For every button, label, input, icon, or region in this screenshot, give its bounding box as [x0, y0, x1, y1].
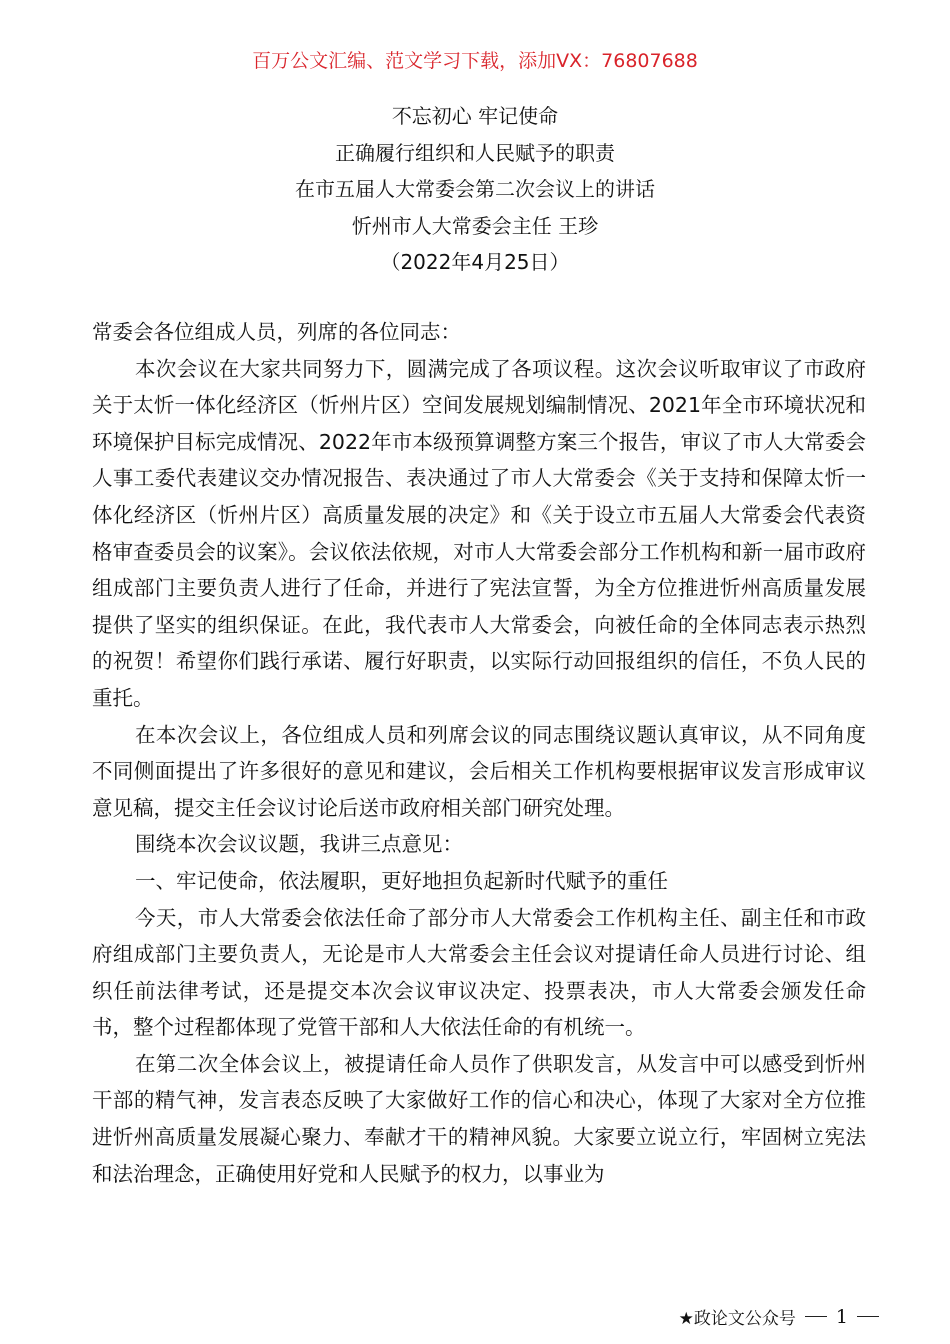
title-line-2: 正确履行组织和人民赋予的职责 — [335, 140, 615, 165]
title-line-3: 在市五届人大常委会第二次会议上的讲话 — [295, 177, 655, 201]
paragraph: 围绕本次会议议题，我讲三点意见： — [135, 832, 463, 857]
section-heading: 一、牢记使命，依法履职，更好地担负起新时代赋予的重任 — [135, 868, 668, 893]
footer-dash-left — [805, 1316, 827, 1317]
page-number: 1 — [835, 1305, 848, 1328]
speaker-line: 忻州市人大常委会主任 王珍 — [351, 213, 599, 238]
footer-dash-right — [857, 1316, 879, 1317]
page-footer — [679, 1304, 888, 1329]
paragraph: 在本次会议上，各位组成人员和列席会议的同志围绕议题认真审议，从不同角度不同侧面提出了许多很好的意见和建议，会后相关工作机构要根据审议发言形成审议意见稿，提交主任会议讨论后送市政府相关部门研究处理。 — [92, 722, 866, 820]
greeting: 常委会各位组成人员，列席的各位同志： — [92, 320, 461, 344]
paragraph: 在第二次全体会议上，被提请任命人员作了供职发言，从发言中可以感受到忻州干部的精气神，发言表态反映了大家做好工作的信心和决心，体现了大家对全方位推进忻州高质量发展凝心聚力、奉献才干的精神风貌。大家要立说立行，牢固树立宪法和法治理念，正确使用好党和人民赋予的权力，以事业为 — [92, 1051, 866, 1186]
date-line: （2022年4月25日） — [380, 250, 570, 274]
paragraph: 今天，市人大常委会依法任命了部分市人大常委会工作机构主任、副主任和市政府组成部门主要负责人，无论是市人大常委会主任会议对提请任命人员进行讨论、组织任前法律考试，还是提交本次会议审议决定、投票表决，市人大常委会颁发任命书，整个过程都体现了党管干部和人大依法任命的有机统一。 — [92, 905, 866, 1040]
header-banner: 百万公文汇编、范文学习下载，添加VX：76807688 — [252, 50, 698, 72]
title-block — [0, 98, 950, 281]
paragraph: 本次会议在大家共同努力下，圆满完成了各项议程。这次会议听取审议了市政府关于太忻一体化经济区（忻州片区）空间发展规划编制情况、2021年全市环境状况和环境保护目标完成情况、2022年市本级预算调整方案三个报告，审议了市人大常委会人事工委代表建议交办情况报告、表决通过了市人大常委会《关于支持和保障太忻一体化经济区（忻州片区）高质量发展的决定》和《关于设立市五届人大常委会代表资格审查委员会的议案》。会议依法依规，对市人大常委会部分工作机构和新一届市政府组成部门主要负责人进行了任命，并进行了宪法宣誓，为全方位推进忻州高质量发展提供了坚实的组织保证。在此，我代表市人大常委会，向被任命的全体同志表示热烈的祝贺！希望你们践行承诺、履行好职责，以实际行动回报组织的信任，不负人民的重托。 — [92, 356, 866, 710]
body-text — [92, 314, 866, 1192]
title-line-1: 不忘初心 牢记使命 — [391, 104, 559, 128]
footer-source: ★政论文公众号 — [678, 1309, 796, 1329]
